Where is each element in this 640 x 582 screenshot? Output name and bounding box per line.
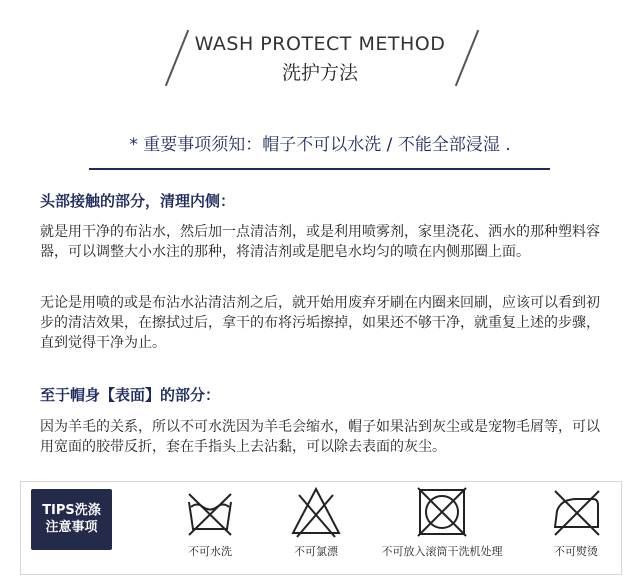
care-label-no-wash: 不可水洗 bbox=[188, 545, 232, 558]
title-english: WASH PROTECT METHOD bbox=[194, 33, 446, 55]
section-inner-paragraph-1: 就是用干净的布沾水，然后加一点清洁剂，或是利用喷雾剂，家里浇花、洒水的那种塑料容器，可以调整大小水注的那种，将清洁剂或是肥皂水均匀的喷在内侧那圈上面。 bbox=[40, 224, 600, 260]
no-bleach-icon bbox=[289, 485, 343, 539]
care-item-no-tumble-dry bbox=[372, 485, 512, 559]
no-iron-icon bbox=[549, 485, 603, 539]
section-surface-paragraph: 因为羊毛的关系，所以不可水洗因为羊毛会缩水，帽子如果沾到灰尘或是宠物毛屑等，可以用宽面的胶带反折，套在手指头上去沾黏，可以除去表面的灰尘。 bbox=[40, 419, 600, 455]
care-item-no-wash bbox=[170, 485, 250, 559]
care-label-no-iron: 不可熨烫 bbox=[554, 545, 598, 558]
care-label-no-tumble-dry: 不可放入滚筒干洗机处理 bbox=[381, 545, 503, 558]
care-item-no-iron bbox=[540, 485, 612, 559]
section-inner-title: 头部接触的部分，清理内侧： bbox=[40, 192, 236, 210]
divider-rule bbox=[89, 168, 550, 170]
no-wash-icon bbox=[183, 485, 237, 539]
section-surface-title: 至于帽身【表面】的部分： bbox=[40, 386, 221, 404]
tips-badge bbox=[31, 489, 112, 550]
care-item-no-bleach bbox=[276, 485, 356, 559]
title-chinese: 洗护方法 bbox=[281, 62, 358, 84]
tips-badge-line1: TIPS洗涤 bbox=[42, 503, 101, 518]
tips-badge-line2: 注意事项 bbox=[45, 520, 98, 535]
important-notice: * 重要事项须知：帽子不可以水洗 / 不能全部浸湿 . bbox=[129, 135, 511, 155]
no-tumble-dry-icon bbox=[415, 485, 469, 539]
section-inner-paragraph-2: 无论是用喷的或是布沾水沾清洁剂之后，就开始用废弃牙刷在内圈来回刷，应该可以看到初步的清洁效果，在擦拭过后，拿干的布将污垢擦掉，如果还不够干净，就重复上述的步骤，直到觉得干净为止。 bbox=[40, 295, 600, 351]
care-label-no-bleach: 不可氯漂 bbox=[294, 545, 338, 558]
